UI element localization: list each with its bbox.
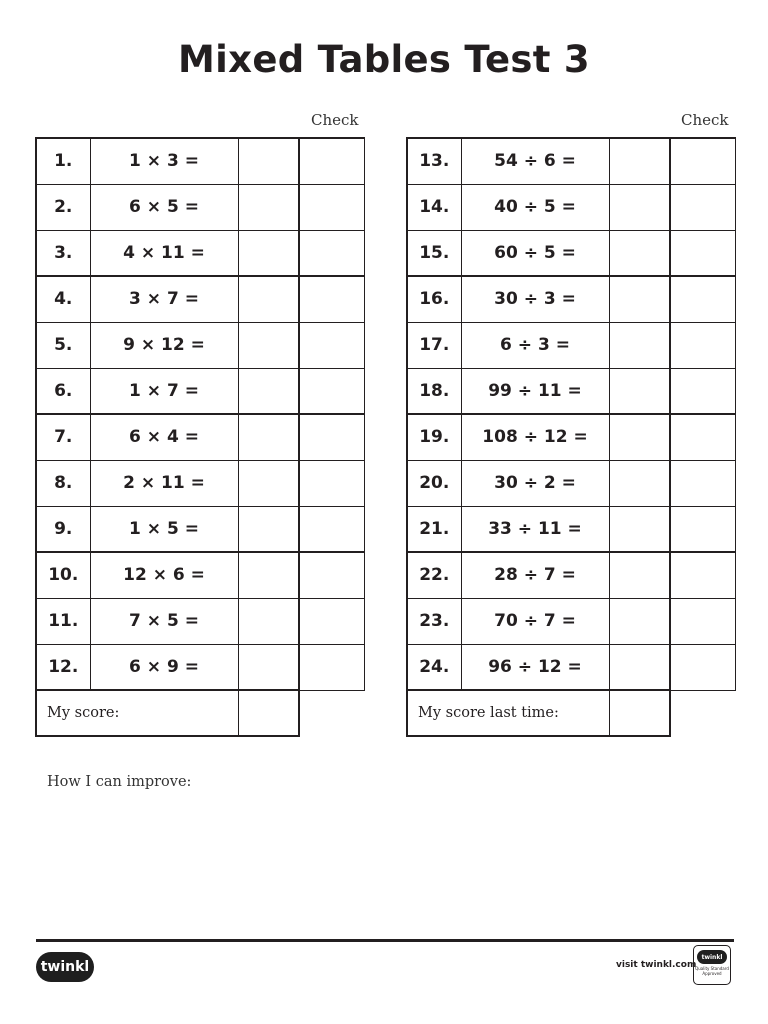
question-row [36, 138, 364, 184]
badge-text: Quality Standard Approved [695, 966, 729, 976]
question-number: 13. [407, 138, 461, 184]
score-spacer [299, 690, 364, 736]
check-box[interactable] [299, 414, 364, 460]
question-number: 14. [407, 184, 461, 230]
question-number: 1. [36, 138, 90, 184]
question-number: 3. [36, 230, 90, 276]
answer-box[interactable] [609, 230, 670, 276]
answer-box[interactable] [238, 230, 299, 276]
check-box[interactable] [299, 506, 364, 552]
answer-box[interactable] [609, 414, 670, 460]
answer-box[interactable] [609, 598, 670, 644]
question-number: 19. [407, 414, 461, 460]
question-row [36, 644, 364, 690]
question-text: 6 × 4 = [90, 414, 238, 460]
question-text: 4 × 11 = [90, 230, 238, 276]
check-box[interactable] [299, 184, 364, 230]
question-row [36, 368, 364, 414]
question-number: 12. [36, 644, 90, 690]
question-number: 9. [36, 506, 90, 552]
question-number: 7. [36, 414, 90, 460]
check-box[interactable] [299, 138, 364, 184]
question-text: 1 × 3 = [90, 138, 238, 184]
answer-box[interactable] [238, 414, 299, 460]
question-row [407, 322, 735, 368]
check-box[interactable] [299, 230, 364, 276]
check-box[interactable] [670, 460, 735, 506]
question-text: 96 ÷ 12 = [461, 644, 609, 690]
question-text: 2 × 11 = [90, 460, 238, 506]
check-box[interactable] [670, 644, 735, 690]
answer-box[interactable] [238, 276, 299, 322]
question-number: 11. [36, 598, 90, 644]
question-text: 28 ÷ 7 = [461, 552, 609, 598]
question-number: 23. [407, 598, 461, 644]
question-row [407, 598, 735, 644]
question-text: 33 ÷ 11 = [461, 506, 609, 552]
answer-box[interactable] [238, 322, 299, 368]
question-row [36, 276, 364, 322]
answer-box[interactable] [609, 184, 670, 230]
check-box[interactable] [670, 230, 735, 276]
question-number: 17. [407, 322, 461, 368]
score-box[interactable] [238, 690, 299, 736]
answer-box[interactable] [609, 552, 670, 598]
question-text: 6 × 5 = [90, 184, 238, 230]
check-box[interactable] [299, 368, 364, 414]
question-text: 1 × 7 = [90, 368, 238, 414]
check-box[interactable] [670, 552, 735, 598]
answer-box[interactable] [238, 138, 299, 184]
question-text: 7 × 5 = [90, 598, 238, 644]
check-box[interactable] [670, 368, 735, 414]
question-row [407, 552, 735, 598]
improve-label: How I can improve: [47, 774, 192, 790]
visit-link-text: visit twinkl.com [616, 960, 697, 970]
question-text: 30 ÷ 2 = [461, 460, 609, 506]
question-row [36, 598, 364, 644]
answer-box[interactable] [238, 598, 299, 644]
question-number: 16. [407, 276, 461, 322]
question-row [36, 230, 364, 276]
question-row [36, 322, 364, 368]
question-row [36, 460, 364, 506]
twinkl-logo: twinkl [36, 952, 94, 982]
footer-divider [36, 939, 734, 942]
answer-box[interactable] [609, 276, 670, 322]
check-box[interactable] [670, 276, 735, 322]
score-spacer [670, 690, 735, 736]
question-number: 10. [36, 552, 90, 598]
question-number: 8. [36, 460, 90, 506]
question-number: 21. [407, 506, 461, 552]
score-box[interactable] [609, 690, 670, 736]
check-box[interactable] [670, 506, 735, 552]
check-box[interactable] [670, 598, 735, 644]
question-text: 12 × 6 = [90, 552, 238, 598]
check-label-left: Check [311, 111, 359, 129]
check-label-right: Check [681, 111, 729, 129]
question-text: 108 ÷ 12 = [461, 414, 609, 460]
question-row [407, 368, 735, 414]
quality-badge-icon [693, 945, 731, 985]
score-label: My score: [36, 690, 238, 736]
score-row [36, 690, 364, 736]
question-text: 3 × 7 = [90, 276, 238, 322]
answer-box[interactable] [238, 552, 299, 598]
answer-box[interactable] [609, 138, 670, 184]
question-number: 5. [36, 322, 90, 368]
question-row [407, 138, 735, 184]
check-box[interactable] [299, 598, 364, 644]
answer-box[interactable] [609, 506, 670, 552]
check-box[interactable] [299, 552, 364, 598]
score-row [407, 690, 735, 736]
question-number: 6. [36, 368, 90, 414]
question-number: 18. [407, 368, 461, 414]
question-text: 99 ÷ 11 = [461, 368, 609, 414]
question-text: 6 × 9 = [90, 644, 238, 690]
question-row [36, 414, 364, 460]
question-row [407, 506, 735, 552]
check-box[interactable] [299, 322, 364, 368]
question-number: 15. [407, 230, 461, 276]
right-question-table-wrap [406, 137, 736, 737]
question-text: 60 ÷ 5 = [461, 230, 609, 276]
answer-box[interactable] [238, 460, 299, 506]
answer-box[interactable] [609, 368, 670, 414]
check-box[interactable] [299, 644, 364, 690]
question-row [407, 230, 735, 276]
question-row [407, 460, 735, 506]
question-row [36, 506, 364, 552]
answer-box[interactable] [238, 506, 299, 552]
check-box[interactable] [670, 138, 735, 184]
question-text: 1 × 5 = [90, 506, 238, 552]
answer-box[interactable] [238, 368, 299, 414]
answer-box[interactable] [609, 460, 670, 506]
question-text: 70 ÷ 7 = [461, 598, 609, 644]
badge-logo: twinkl [697, 950, 727, 964]
question-row [407, 184, 735, 230]
score-label: My score last time: [407, 690, 609, 736]
answer-box[interactable] [609, 644, 670, 690]
check-box[interactable] [670, 414, 735, 460]
answer-box[interactable] [238, 644, 299, 690]
right-question-table [406, 137, 736, 737]
left-question-table-wrap [35, 137, 365, 737]
check-box[interactable] [670, 184, 735, 230]
question-number: 4. [36, 276, 90, 322]
answer-box[interactable] [238, 184, 299, 230]
check-box[interactable] [299, 460, 364, 506]
question-text: 54 ÷ 6 = [461, 138, 609, 184]
question-number: 24. [407, 644, 461, 690]
question-text: 40 ÷ 5 = [461, 184, 609, 230]
check-box[interactable] [299, 276, 364, 322]
question-row [407, 276, 735, 322]
question-text: 6 ÷ 3 = [461, 322, 609, 368]
left-question-table [35, 137, 365, 737]
question-row [36, 184, 364, 230]
question-number: 22. [407, 552, 461, 598]
check-box[interactable] [670, 322, 735, 368]
question-row [36, 552, 364, 598]
page-title: Mixed Tables Test 3 [178, 38, 590, 81]
question-number: 2. [36, 184, 90, 230]
question-row [407, 414, 735, 460]
question-text: 9 × 12 = [90, 322, 238, 368]
question-text: 30 ÷ 3 = [461, 276, 609, 322]
question-row [407, 644, 735, 690]
question-number: 20. [407, 460, 461, 506]
answer-box[interactable] [609, 322, 670, 368]
